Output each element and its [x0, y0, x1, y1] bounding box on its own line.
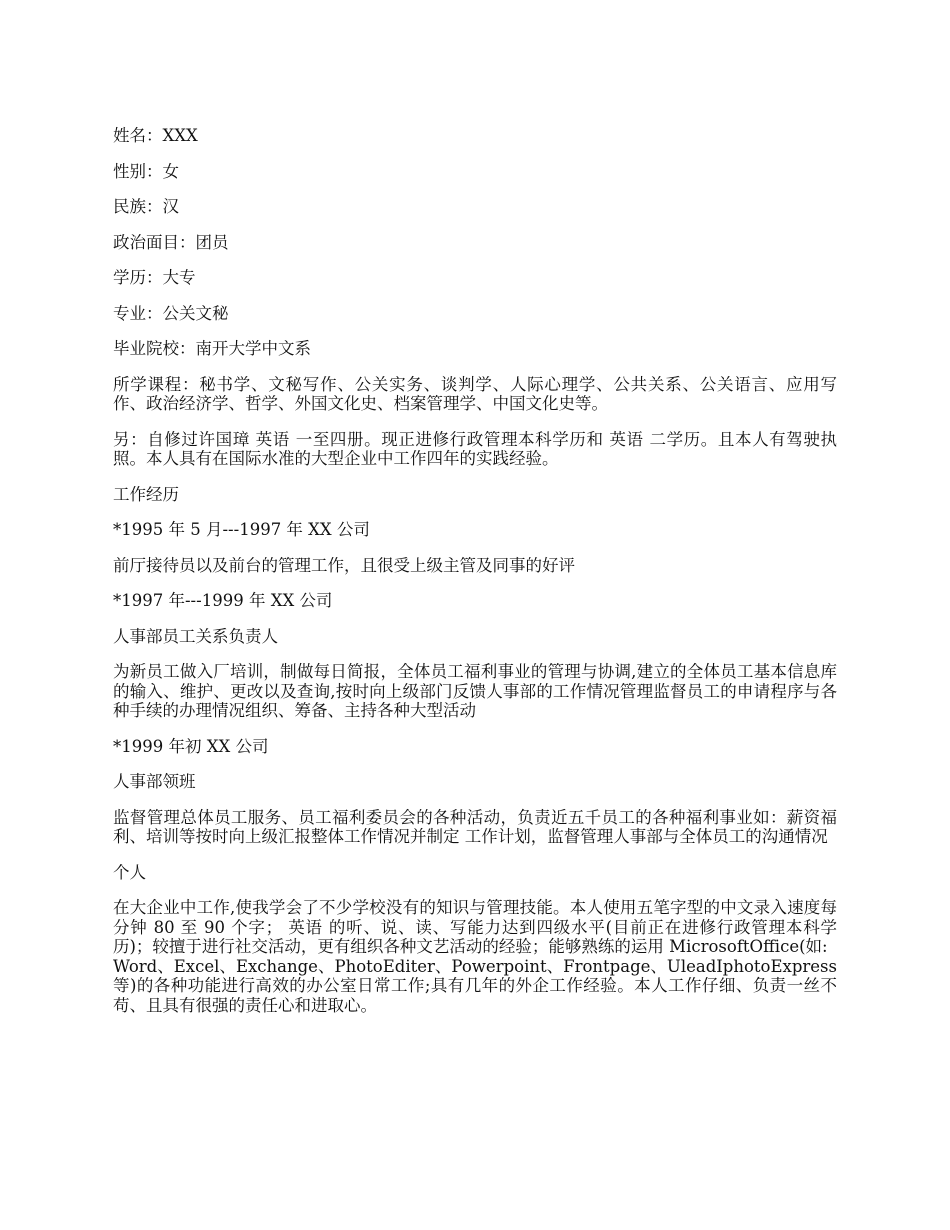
resume-document [113, 126, 837, 1031]
job-3-description: 监督管理总体员工服务、员工福利委员会的各种活动，负责近五千员工的各种福利事业如：薪资福利、培训等按时向上级汇报整体工作情况并制定 工作计划，监督管理人事部与全体员工的沟通情况 [113, 807, 837, 846]
courses-paragraph: 所学课程：秘书学、文秘写作、公关实务、谈判学、人际心理学、公共关系、公关语言、应用写作、政治经济学、哲学、外国文化史、档案管理学、中国文化史等。 [113, 374, 837, 413]
education-line: 学历：大专 [113, 268, 196, 287]
job-2-period: *1997 年---1999 年 XX 公司 [113, 591, 333, 610]
political-status-line: 政治面目：团员 [113, 232, 229, 252]
job-3-title: 人事部领班 [113, 772, 196, 791]
personal-description: 在大企业中工作,使我学会了不少学校没有的知识与管理技能。本人使用五笔字型的中文录入速度每分钟 80 至 90 个字； 英语 的听、说、读、写能力达到四级水平(目前正在进修行政管理本科学历)；较擅于进行社交活动，更有组织各种文艺活动的经验；能够熟练的运用 MicrosoftOffice(如: Word、Excel、Exchange、PhotoEditer、Powerpoint、Frontpage、UleadIphotoExpress等)的各种功能进行高效的办公室日常工作;具有几年的外企工作经验。本人工作仔细、负责一丝不苟、且具有很强的责任心和进取心。 [113, 898, 837, 1015]
job-1-description: 前厅接待员以及前台的管理工作，且很受上级主管及同事的好评 [113, 555, 575, 575]
additional-paragraph: 另：自修过许国璋 英语 一至四册。现正进修行政管理本科学历和 英语 二学历。且本人有驾驶执照。本人具有在国际水准的大型企业中工作四年的实践经验。 [113, 429, 837, 468]
major-line: 专业：公关文秘 [113, 303, 229, 323]
gender-line: 性别：女 [113, 161, 179, 181]
work-experience-heading: 工作经历 [113, 484, 179, 504]
job-2-title: 人事部员工关系负责人 [113, 626, 278, 646]
name-line: 姓名：XXX [113, 126, 198, 145]
job-3-period: *1999 年初 XX 公司 [113, 736, 269, 756]
school-line: 毕业院校：南开大学中文系 [113, 339, 311, 358]
job-1-period: *1995 年 5 月---1997 年 XX 公司 [113, 520, 370, 539]
job-2-description: 为新员工做入厂培训，制做每日简报，全体员工福利事业的管理与协调,建立的全体员工基本信息库的输入、维护、更改以及查询,按时向上级部门反馈人事部的工作情况管理监督员工的申请程序与各种手续的办理情况组织、筹备、主持各种大型活动 [113, 662, 837, 720]
personal-heading: 个人 [113, 862, 146, 882]
ethnicity-line: 民族：汉 [113, 197, 179, 216]
